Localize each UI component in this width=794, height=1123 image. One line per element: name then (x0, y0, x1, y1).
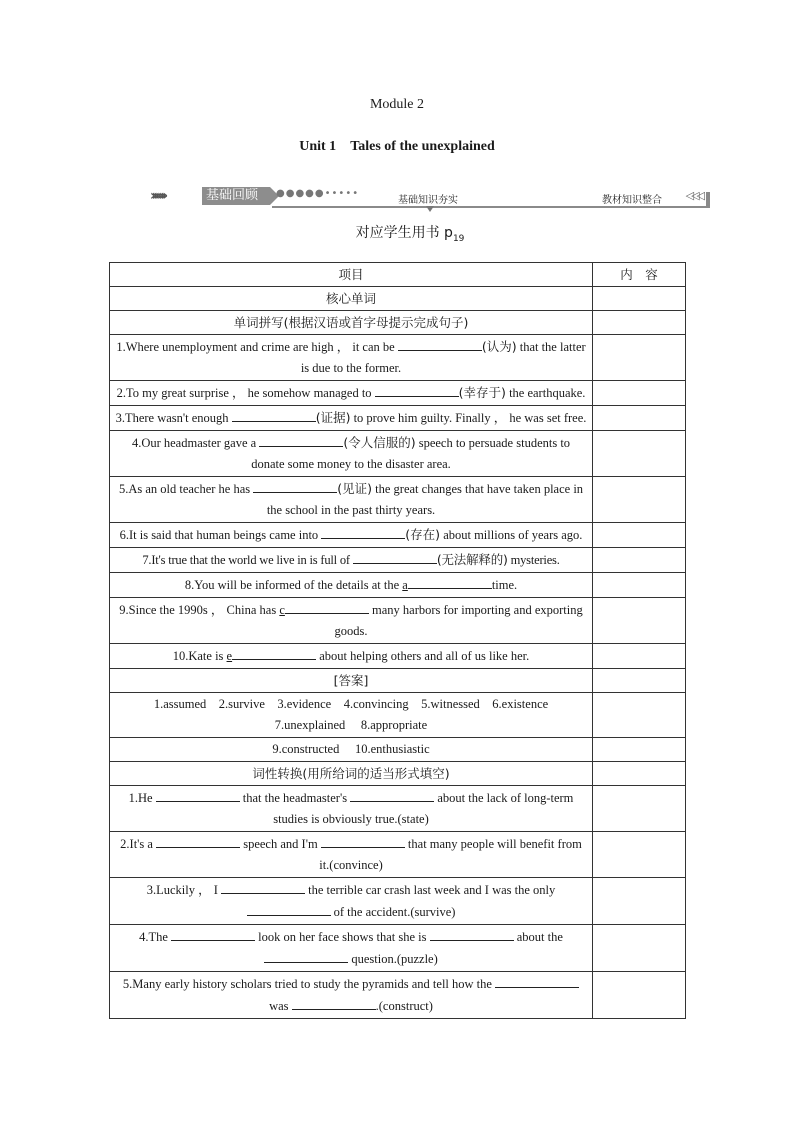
dots-icon: ●●●●●••••• (276, 188, 360, 199)
section-spelling: 单词拼写(根据汉语或首字母提示完成句子) (110, 311, 593, 335)
spelling-item-2: 2.To my great surprise ， he somehow managed to (幸存于) the earthquake. (110, 381, 593, 406)
spelling-item-10: 10.Kate is e about helping others and all of us like her. (110, 644, 593, 669)
table-row (110, 548, 686, 573)
arrow-left-icon: ◁◁◁ (685, 189, 702, 202)
table-row (110, 669, 686, 693)
table-row (110, 406, 686, 431)
table-row (110, 287, 686, 311)
table-row (110, 972, 686, 1019)
spelling-item-8: 8.You will be informed of the details at the a time. (110, 573, 593, 598)
section-conversion: 词性转换(用所给词的适当形式填空) (110, 762, 593, 786)
banner-endbar (706, 192, 710, 208)
banner-right-label: 教材知识整合 (602, 195, 662, 206)
table-header-row (110, 263, 686, 287)
table-row (110, 878, 686, 925)
table-row (110, 693, 686, 738)
page-reference (0, 222, 794, 244)
unit-heading (0, 139, 794, 155)
banner-line (272, 206, 708, 208)
spelling-item-3: 3.There wasn't enough (证据) to prove him guilty. Finally ， he was set free. (110, 406, 593, 431)
table-row (110, 786, 686, 832)
content-table (109, 262, 686, 1019)
answer-label: [答案] (110, 669, 593, 693)
table-row (110, 523, 686, 548)
spelling-item-7: 7.It's true that the world we live in is full of (无法解释的) mysteries. (110, 548, 593, 573)
conversion-item-1: 1.He that the headmaster's about the lack of long-term studies is obviously true.(state) (110, 786, 593, 832)
unit-number: Unit 1 (299, 139, 337, 154)
table-row (110, 644, 686, 669)
conversion-item-5: 5.Many early history scholars tried to study the pyramids and tell how the was .(construct) (110, 972, 593, 1019)
table-row (110, 335, 686, 381)
spelling-item-1: 1.Where unemployment and crime are high ， it can be (认为) that the latter is due to the former. (110, 335, 593, 381)
answer-list: 1.assumed 2.survive 3.evidence 4.convincing 5.witnessed 6.existence 7.unexplained 8.appropriate (110, 693, 593, 738)
conversion-item-4: 4.The look on her face shows that she is about the question.(puzzle) (110, 925, 593, 972)
spelling-item-4: 4.Our headmaster gave a (令人信服的) speech to persuade students to donate some money to the disaster area. (110, 431, 593, 477)
table-row (110, 573, 686, 598)
spelling-item-9: 9.Since the 1990s ， China has c many harbors for importing and exporting goods. (110, 598, 593, 644)
triangle-down-icon (426, 206, 434, 212)
module-heading: Module 2 (369, 97, 425, 112)
table-row (110, 311, 686, 335)
section-core-words: 核心单词 (110, 287, 593, 311)
table-row (110, 738, 686, 762)
table-row (110, 598, 686, 644)
table-row (110, 381, 686, 406)
page-ref-text: 对应学生用书 p (355, 225, 453, 241)
header-item: 项目 (110, 263, 593, 287)
unit-title: Tales of the unexplained (350, 139, 495, 154)
table-row (110, 925, 686, 972)
header-content: 内 容 (593, 263, 686, 287)
table-row (110, 832, 686, 878)
page-ref-sub: 19 (452, 233, 465, 244)
table-row (110, 431, 686, 477)
section-banner (150, 186, 710, 210)
banner-tab: 基础回顾 (202, 187, 270, 205)
spelling-item-5: 5.As an old teacher he has (见证) the great changes that have taken place in the school in the past thirty years. (110, 477, 593, 523)
banner-mid-label: 基础知识夯实 (398, 195, 458, 206)
chevrons-icon: ›››››››› (150, 188, 165, 204)
table-row (110, 477, 686, 523)
spelling-item-6: 6.It is said that human beings came into (存在) about millions of years ago. (110, 523, 593, 548)
conversion-item-3: 3.Luckily ， I the terrible car crash last week and I was the only of the accident.(survive) (110, 878, 593, 925)
table-row (110, 762, 686, 786)
conversion-item-2: 2.It's a speech and I'm that many people will benefit from it.(convince) (110, 832, 593, 878)
answer-list-2: 9.constructed 10.enthusiastic (110, 738, 593, 762)
